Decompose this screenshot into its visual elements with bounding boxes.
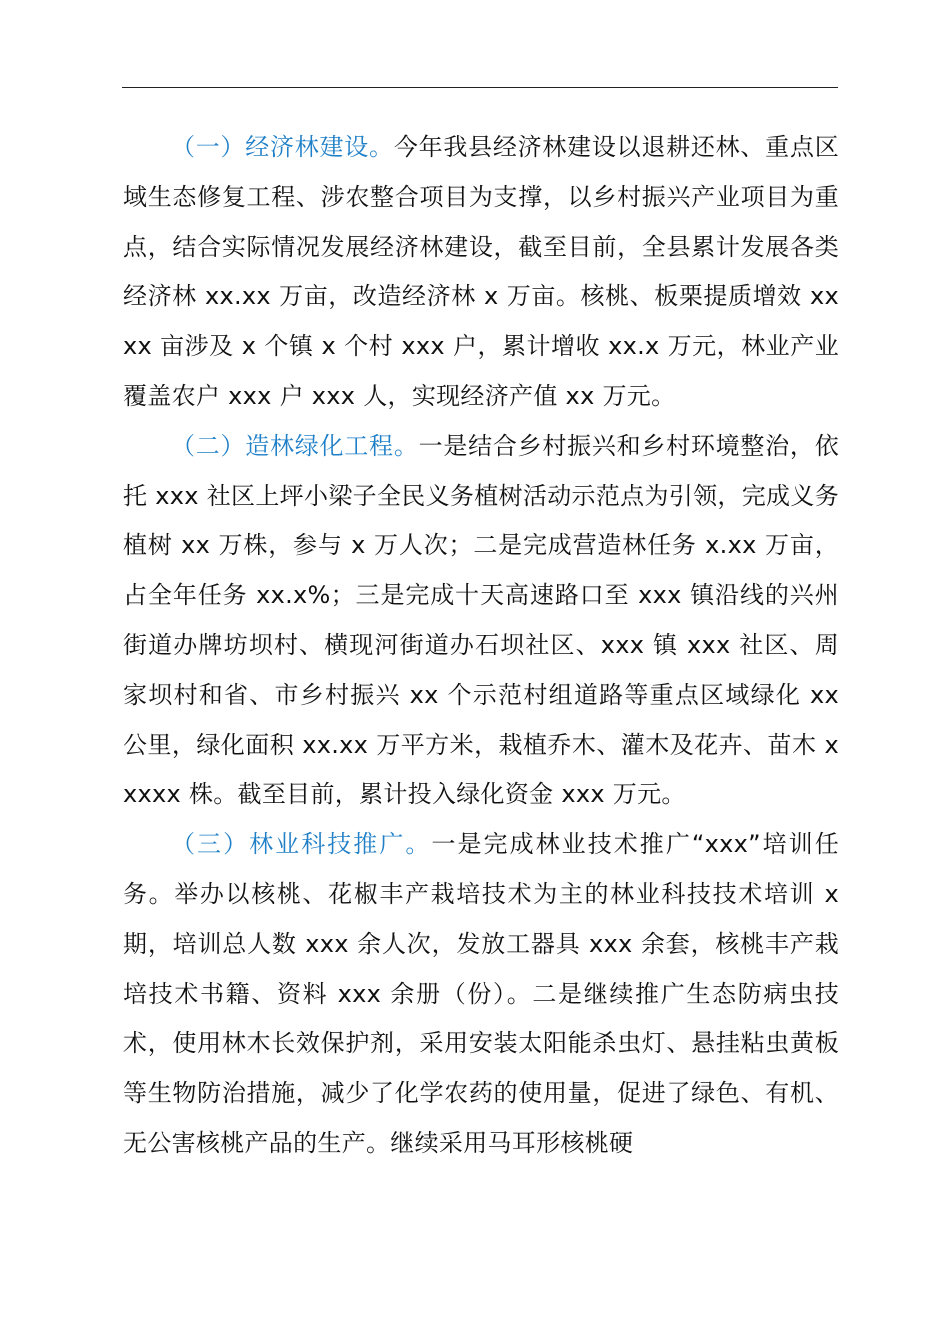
section-heading-afforestation: （二）造林绿化工程。 (171, 431, 419, 460)
document-body (123, 123, 839, 1169)
header-rule (122, 87, 838, 88)
paragraph-forestry-tech (123, 820, 839, 1169)
paragraph-text: 一是完成林业技术推广“xxx”培训任务。举办以核桃、花椒丰产栽培技术为主的林业科技技术培训 x 期，培训总人数 xxx 余人次，发放工器具 xxx 余套，核桃丰产栽培技术书籍、资料 xxx 余册（份）。二是继续推广生态防病虫技术，使用林木长效保护剂，采用安装太阳能杀虫灯、悬挂粘虫黄板等生物防治措施，减少了化学农药的使用量，促进了绿色、有机、无公害核桃产品的生产。继续采用马耳形核桃硬 (123, 830, 839, 1157)
paragraph-text: 今年我县经济林建设以退耕还林、重点区域生态修复工程、涉农整合项目为支撑，以乡村振兴产业项目为重点，结合实际情况发展经济林建设，截至目前，全县累计发展各类经济林 xx.xx 万亩，改造经济林 x 万亩。核桃、板栗提质增效 xxxx 亩涉及 x 个镇 x 个村 xxx 户，累计增收 xx.x 万元，林业产业覆盖农户 xxx 户 xxx 人，实现经济产值 xx 万元。 (123, 133, 840, 410)
section-heading-economic-forest: （一）经济林建设。 (171, 133, 394, 161)
paragraph-afforestation (123, 422, 839, 820)
paragraph-text: 一是结合乡村振兴和乡村环境整治，依托 xxx 社区上坪小梁子全民义务植树活动示范点为引领，完成义务植树 xx 万株，参与 x 万人次；二是完成营造林任务 x.xx 万亩，占全年任务 xx.x%；三是完成十天高速路口至 xxx 镇沿线的兴州街道办牌坊坝村、横现河街道办石坝社区、xxx 镇 xxx 社区、周家坝村和省、市乡村振兴 xx 个示范村组道路等重点区域绿化 xx 公里，绿化面积 xx.xx 万平方米，栽植乔木、灌木及花卉、苗木 xxxxx 株。截至目前，累计投入绿化资金 xxx 万元。 (123, 431, 839, 809)
section-heading-forestry-tech: （三）林业科技推广。 (171, 830, 432, 859)
paragraph-economic-forest (123, 123, 839, 422)
